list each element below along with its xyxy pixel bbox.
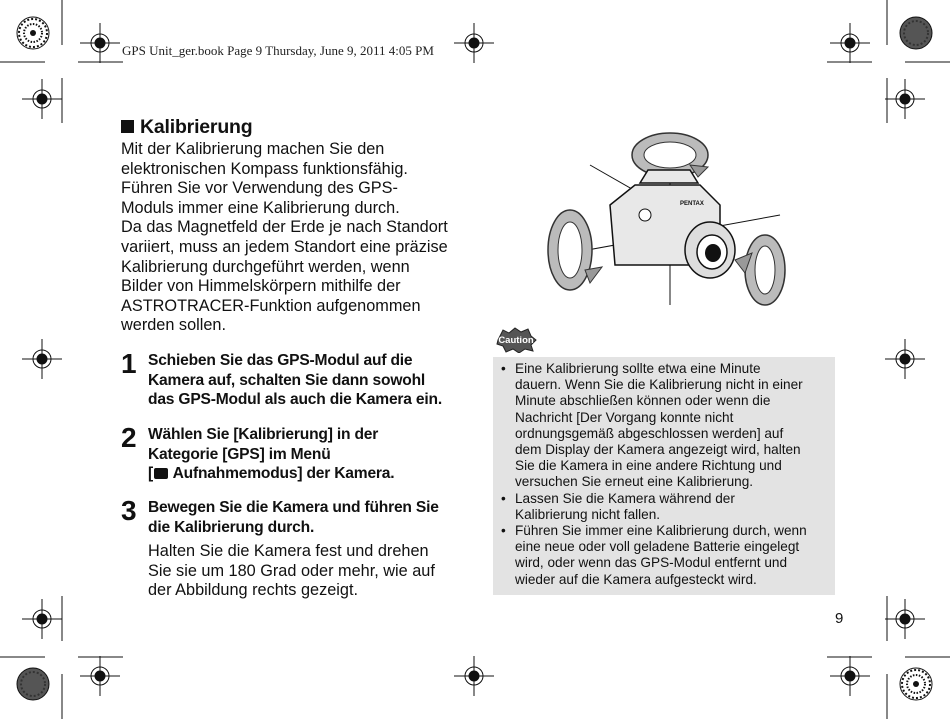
- caution-line: dem Display der Kamera angezeigt wird, halten: [515, 442, 801, 458]
- intro-line: ASTROTRACER-Funktion aufgenommen: [121, 296, 421, 315]
- intro-line: Moduls immer eine Kalibrierung durch.: [121, 198, 400, 217]
- caution-line: wieder auf die Kamera aufgesteckt wird.: [515, 571, 757, 587]
- caution-line: Sie die Kamera in eine andere Richtung und: [515, 458, 782, 474]
- caution-line: eine neue oder voll geladene Batterie eingelegt: [515, 539, 800, 555]
- intro-line: Mit der Kalibrierung machen Sie den: [121, 140, 385, 158]
- intro-line: Bilder von Himmelskörpern mithilfe der: [121, 277, 401, 296]
- intro-paragraph: [121, 140, 471, 336]
- caution-line: versuchen Sie erneut eine Kalibrierung.: [515, 474, 754, 490]
- caution-line: Kalibrierung nicht fallen.: [515, 506, 661, 522]
- step-line: Kategorie [GPS] im Menü: [148, 445, 331, 463]
- step-detail-line: Sie sie um 180 Grad oder mehr, wie auf: [148, 561, 435, 580]
- intro-line: Da das Magnetfeld der Erde je nach Standort: [121, 218, 448, 237]
- step-number: 1: [121, 348, 137, 379]
- caution-label: Caution: [498, 335, 534, 346]
- camera-rotation-illustration: [540, 125, 790, 310]
- intro-line: variiert, muss an jedem Standort eine präzise: [121, 237, 448, 256]
- square-bullet-icon: [121, 120, 134, 133]
- step-line: Kamera auf, schalten Sie dann sowohl: [148, 371, 426, 389]
- intro-line: elektronischen Kompass funktionsfähig.: [121, 159, 408, 178]
- caution-line: wird, oder wenn das GPS-Modul entfernt und: [515, 555, 788, 571]
- step-line: Schieben Sie das GPS-Modul auf die: [148, 352, 413, 369]
- step-detail-line: der Abbildung rechts gezeigt.: [148, 581, 358, 600]
- step-number: 3: [121, 495, 137, 526]
- caution-list: [499, 361, 807, 588]
- camera-icon: [154, 468, 168, 479]
- step-line-text: Aufnahmemodus] der Kamera.: [172, 465, 395, 483]
- caution-icon: [495, 327, 537, 353]
- step-line: das GPS-Modul als auch die Kamera ein.: [148, 391, 442, 409]
- step-instruction: [148, 498, 439, 537]
- step-line: Wählen Sie [Kalibrierung] in der: [148, 426, 379, 443]
- step-detail: [148, 542, 435, 601]
- caution-line: • Lassen Sie die Kamera während der: [515, 490, 735, 506]
- caution-line: • Eine Kalibrierung sollte etwa eine Minute: [515, 361, 761, 376]
- step-line: Bewegen Sie die Kamera und führen Sie: [148, 499, 439, 516]
- intro-line: werden sollen.: [121, 316, 226, 335]
- bracket-open: [: [148, 465, 153, 483]
- step-line: die Kalibrierung durch.: [148, 518, 315, 536]
- section-title-text: Kalibrierung: [140, 116, 253, 138]
- caution-box: [493, 357, 835, 595]
- caution-line: ordnungsgemäß abgeschlossen werden] auf: [515, 425, 784, 441]
- step-instruction: [148, 425, 394, 484]
- caution-line: Nachricht [Der Vorgang konnte nicht: [515, 409, 734, 425]
- brand-label: PENTAX: [680, 201, 704, 207]
- caution-item: [499, 523, 807, 588]
- caution-line: dauern. Wenn Sie die Kalibrierung nicht in einer: [515, 377, 803, 393]
- section-title: [121, 116, 252, 139]
- caution-line: • Führen Sie immer eine Kalibrierung durch, wenn: [515, 523, 807, 539]
- step-line: [148, 464, 394, 484]
- step-detail-line: Halten Sie die Kamera fest und drehen: [148, 542, 429, 560]
- page-number: 9: [835, 610, 844, 627]
- caution-line: Minute abschließen können oder wenn die: [515, 393, 771, 409]
- caution-item: [499, 491, 807, 523]
- caution-item: [499, 361, 807, 491]
- print-header: GPS Unit_ger.book Page 9 Thursday, June 9, 2011 4:05 PM: [122, 43, 434, 58]
- step-instruction: [148, 351, 442, 410]
- intro-line: Führen Sie vor Verwendung des GPS-: [121, 179, 398, 198]
- intro-line: Kalibrierung durchgeführt werden, wenn: [121, 257, 410, 276]
- step-number: 2: [121, 422, 137, 453]
